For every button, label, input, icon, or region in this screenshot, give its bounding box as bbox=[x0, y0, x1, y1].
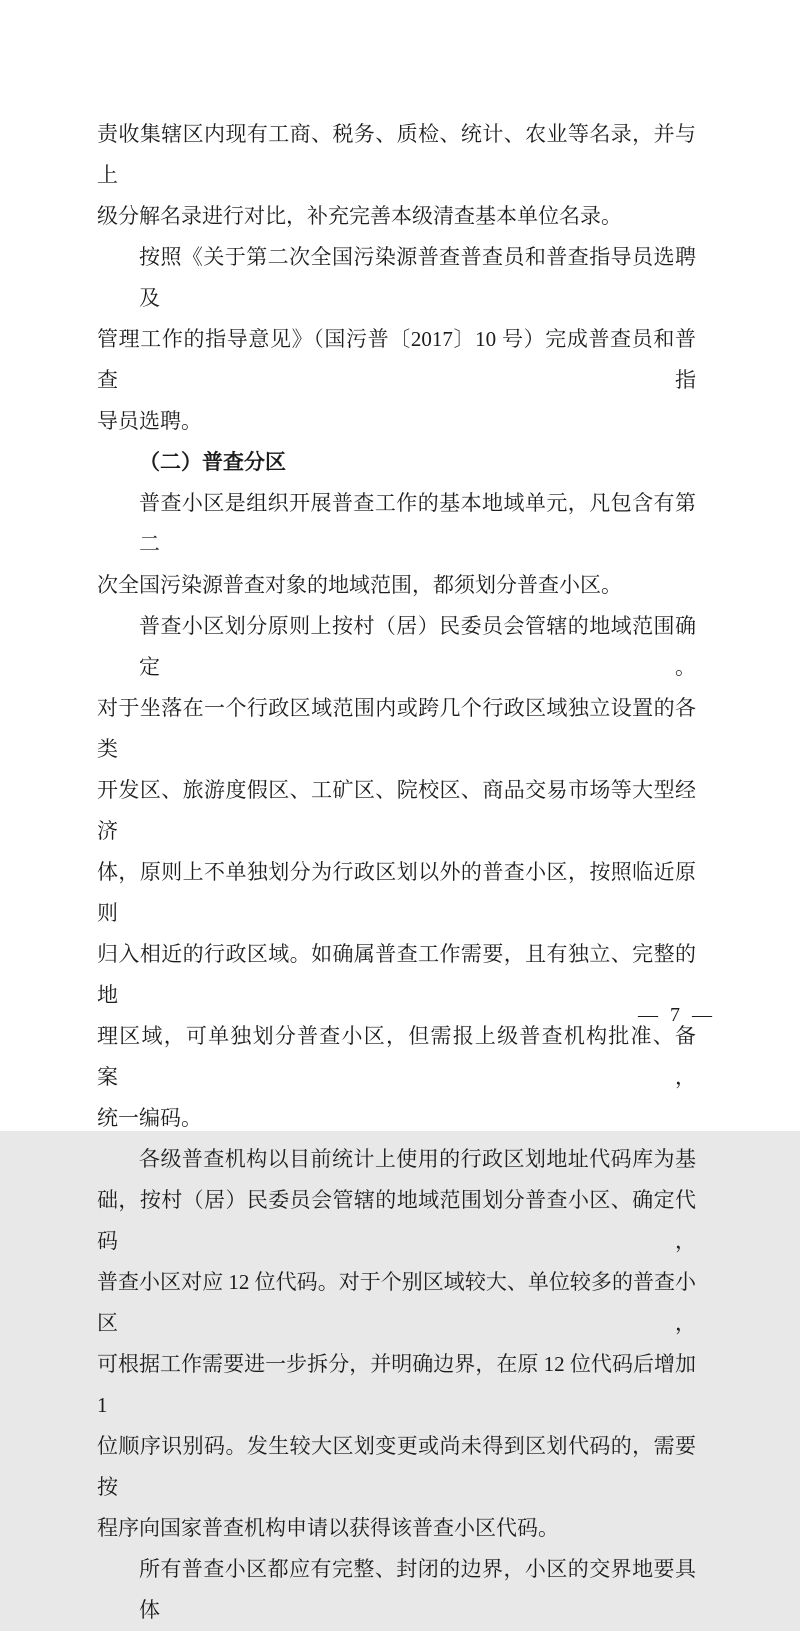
text-line: 位顺序识别码。发生较大区划变更或尚未得到区划代码的，需要按 bbox=[97, 1434, 696, 1499]
text-line: 统一编码。 bbox=[97, 1106, 202, 1130]
paragraph bbox=[97, 1139, 696, 1549]
text-line: 责收集辖区内现有工商、税务、质检、统计、农业等名录，并与上 bbox=[97, 122, 696, 187]
heading-line: （二）普查分区 bbox=[139, 450, 286, 474]
text-line: 可根据工作需要进一步拆分，并明确边界，在原 12 位代码后增加 1 bbox=[97, 1352, 696, 1417]
section-heading bbox=[97, 442, 696, 483]
text-line: 管理工作的指导意见》（国污普〔2017〕10 号）完成普查员和普查指 bbox=[97, 327, 696, 392]
text-line: 理区域，可单独划分普查小区，但需报上级普查机构批准、备案， bbox=[97, 1024, 696, 1089]
text-line: 开发区、旅游度假区、工矿区、院校区、商品交易市场等大型经济 bbox=[97, 778, 696, 843]
text-line: 导员选聘。 bbox=[97, 409, 202, 433]
text-line: 对于坐落在一个行政区域范围内或跨几个行政区域独立设置的各类 bbox=[97, 696, 696, 761]
text-line: 普查小区对应 12 位代码。对于个别区域较大、单位较多的普查小区， bbox=[97, 1270, 696, 1335]
document-body bbox=[97, 114, 696, 1631]
text-line: 程序向国家普查机构申请以获得该普查小区代码。 bbox=[97, 1516, 559, 1540]
page-number: — 7 — bbox=[638, 1004, 712, 1026]
text-line: 各级普查机构以目前统计上使用的行政区划地址代码库为基 bbox=[139, 1147, 696, 1171]
text-line: 体，原则上不单独划分为行政区划以外的普查小区，按照临近原则 bbox=[97, 860, 696, 925]
text-line: 次全国污染源普查对象的地域范围，都须划分普查小区。 bbox=[97, 573, 622, 597]
text-line: 普查小区是组织开展普查工作的基本地域单元，凡包含有第二 bbox=[139, 491, 696, 556]
paragraph bbox=[97, 1549, 696, 1631]
paragraph bbox=[97, 114, 696, 237]
paragraph bbox=[97, 483, 696, 606]
text-line: 所有普查小区都应有完整、封闭的边界，小区的交界地要具体 bbox=[139, 1557, 696, 1622]
text-line: 普查小区划分原则上按村（居）民委员会管辖的地域范围确定。 bbox=[139, 614, 696, 679]
paragraph bbox=[97, 237, 696, 442]
text-line: 级分解名录进行对比，补充完善本级清查基本单位名录。 bbox=[97, 204, 622, 228]
text-line: 按照《关于第二次全国污染源普查普查员和普查指导员选聘及 bbox=[139, 245, 696, 310]
paragraph bbox=[97, 606, 696, 1139]
text-line: 础，按村（居）民委员会管辖的地域范围划分普查小区、确定代码， bbox=[97, 1188, 696, 1253]
text-line: 归入相近的行政区域。如确属普查工作需要，且有独立、完整的地 bbox=[97, 942, 696, 1007]
